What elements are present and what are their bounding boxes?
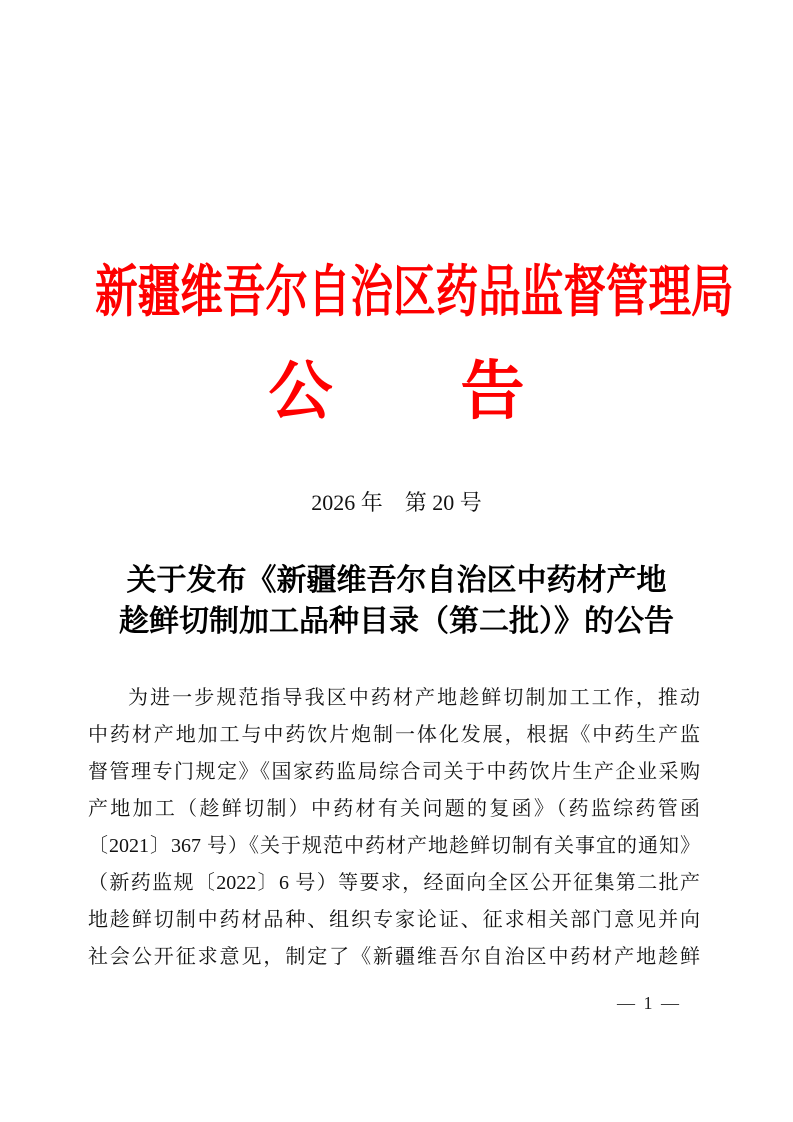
body-line: 〔2021〕367 号）《关于规范中药材产地趁鲜切制有关事宜的通知》 (88, 835, 700, 857)
body-text (88, 680, 700, 976)
body-line: 产地加工（趁鲜切制）中药材有关问题的复函》（药监综药管函 (88, 798, 700, 820)
announcement-title (0, 560, 793, 642)
body-line: （新药监规〔2022〕6 号）等要求，经面向全区公开征集第二批产 (88, 872, 700, 894)
issue-number: 2026 年 第 20 号 (311, 490, 482, 515)
agency-title: 新疆维吾尔自治区药品监督管理局 (95, 262, 734, 324)
announcement-title-line-2: 趁鲜切制加工品种目录（第二批）》的公告 (119, 605, 674, 638)
body-line: 中药材产地加工与中药饮片炮制一体化发展，根据《中药生产监 (88, 724, 700, 746)
page-number: — 1 — (617, 993, 681, 1013)
notice-type-heading: 公 告 (268, 356, 525, 427)
body-line: 为进一步规范指导我区中药材产地趁鲜切制加工工作，推动 (128, 687, 700, 709)
body-line: 地趁鲜切制中药材品种、组织专家论证、征求相关部门意见并向 (88, 909, 700, 931)
announcement-title-line-1: 关于发布《新疆维吾尔自治区中药材产地 (126, 564, 667, 597)
body-line: 社会公开征求意见，制定了《新疆维吾尔自治区中药材产地趁鲜 (88, 946, 700, 968)
body-line: 督管理专门规定》《国家药监局综合司关于中药饮片生产企业采购 (88, 761, 700, 783)
